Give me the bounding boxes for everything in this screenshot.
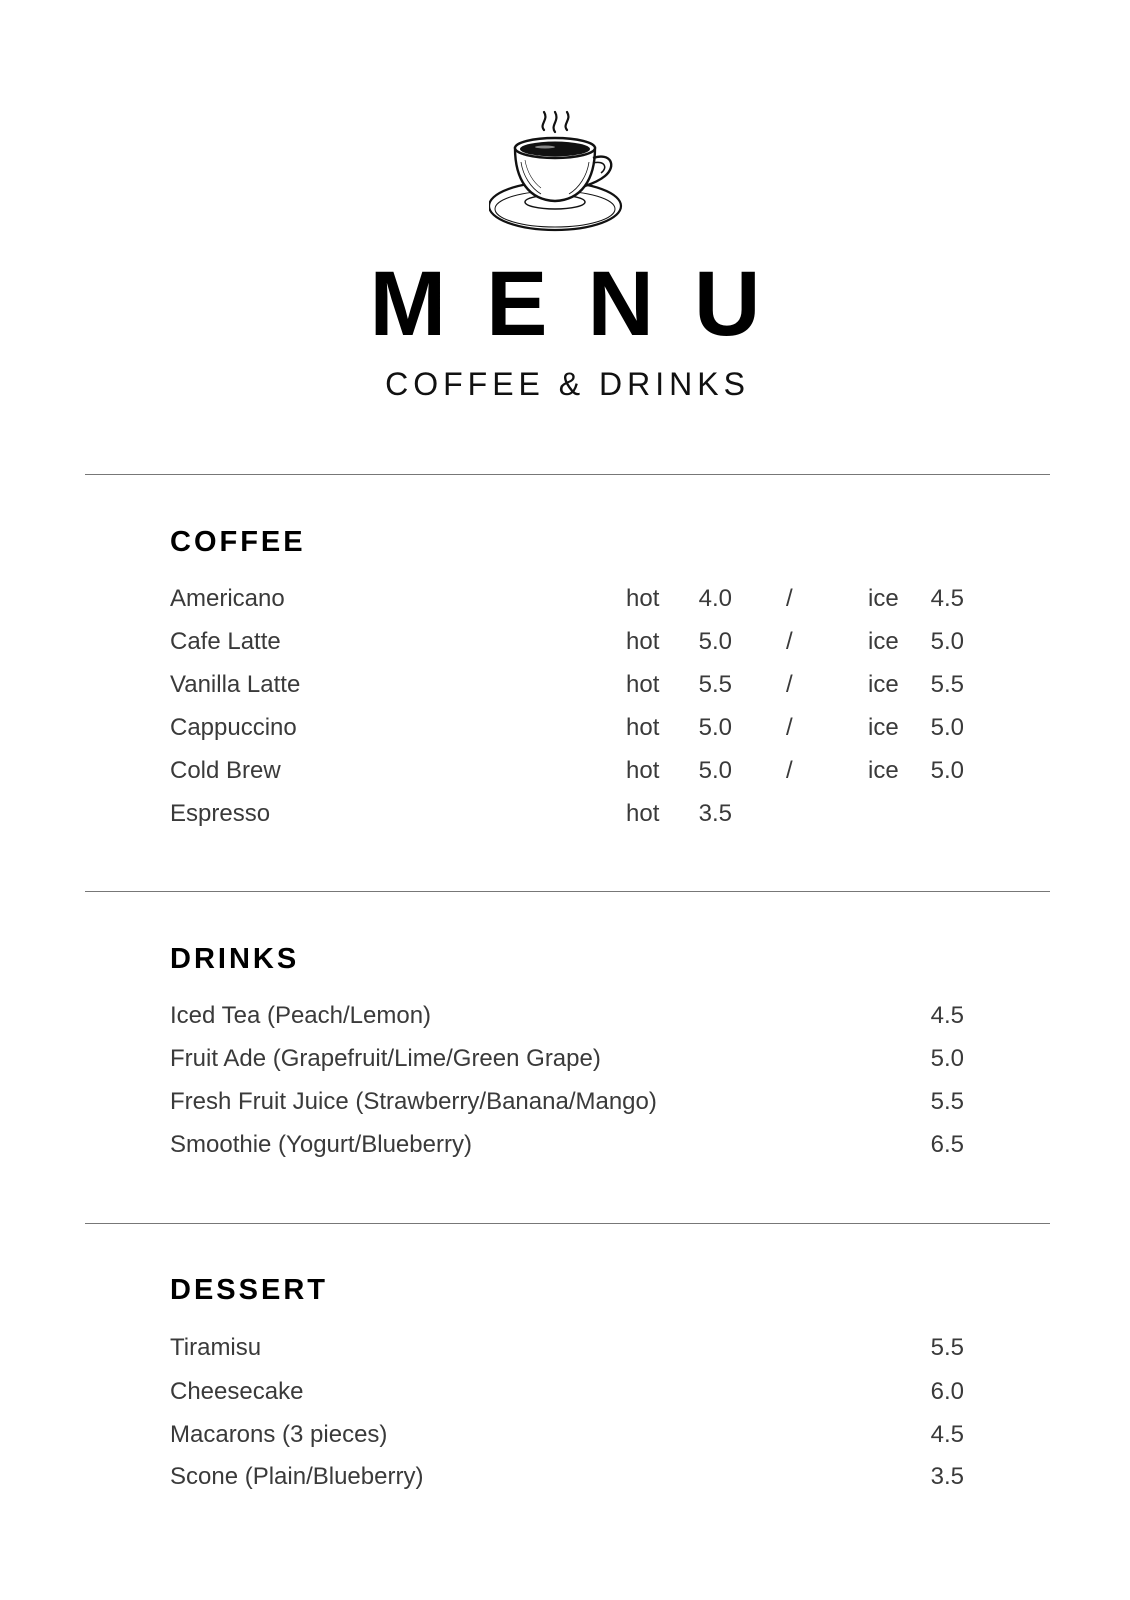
- hot-price: 5.0: [698, 628, 732, 655]
- list-item: [0, 1082, 1130, 1122]
- price-separator: /: [786, 671, 793, 698]
- item-name: Vanilla Latte: [170, 671, 301, 698]
- list-item: [0, 1125, 1130, 1165]
- item-price: 4.5: [930, 1002, 964, 1029]
- item-name: Cafe Latte: [170, 628, 281, 655]
- price-separator: /: [786, 628, 793, 655]
- list-item: [0, 794, 1130, 834]
- coffee-cup-icon: [489, 104, 639, 244]
- item-price: 5.0: [930, 1045, 964, 1072]
- item-name: Cold Brew: [170, 757, 281, 784]
- hot-price: 3.5: [698, 800, 732, 827]
- menu-subtitle: COFFEE & DRINKS: [385, 366, 750, 402]
- item-name: Americano: [170, 585, 285, 612]
- item-price: 6.0: [930, 1378, 964, 1405]
- list-item: [0, 622, 1130, 662]
- list-item: [0, 708, 1130, 748]
- list-item: [0, 665, 1130, 705]
- item-name: Fresh Fruit Juice (Strawberry/Banana/Mango): [170, 1088, 657, 1115]
- divider-coffee: [85, 891, 1050, 892]
- list-item: [0, 1039, 1130, 1079]
- item-name: Tiramisu: [170, 1334, 262, 1361]
- hot-label: hot: [626, 757, 660, 784]
- hot-price: 5.5: [698, 671, 732, 698]
- ice-price: 5.0: [930, 757, 964, 784]
- item-name: Iced Tea (Peach/Lemon): [170, 1002, 432, 1029]
- item-name: Cheesecake: [170, 1378, 304, 1405]
- hot-label: hot: [626, 628, 660, 655]
- menu-title: MENU: [369, 253, 801, 355]
- divider-drinks: [85, 1223, 1050, 1224]
- list-item: [0, 751, 1130, 791]
- ice-price: 4.5: [930, 585, 964, 612]
- list-item: [0, 996, 1130, 1036]
- hot-label: hot: [626, 714, 660, 741]
- list-item: [0, 579, 1130, 619]
- item-price: 5.5: [930, 1334, 964, 1361]
- ice-label: ice: [868, 585, 899, 612]
- ice-price: 5.0: [930, 714, 964, 741]
- ice-price: 5.5: [930, 671, 964, 698]
- list-item: [0, 1415, 1130, 1455]
- item-price: 3.5: [930, 1463, 964, 1490]
- hot-label: hot: [626, 585, 660, 612]
- item-price: 5.5: [930, 1088, 964, 1115]
- item-name: Scone (Plain/Blueberry): [170, 1463, 424, 1490]
- item-price: 4.5: [930, 1421, 964, 1448]
- hot-price: 5.0: [698, 714, 732, 741]
- price-separator: /: [786, 585, 793, 612]
- hot-price: 4.0: [698, 585, 732, 612]
- hot-price: 5.0: [698, 757, 732, 784]
- item-name: Fruit Ade (Grapefruit/Lime/Green Grape): [170, 1045, 601, 1072]
- ice-label: ice: [868, 671, 899, 698]
- list-item: [0, 1328, 1130, 1368]
- item-price: 6.5: [930, 1131, 964, 1158]
- price-separator: /: [786, 757, 793, 784]
- item-name: Macarons (3 pieces): [170, 1421, 388, 1448]
- hot-label: hot: [626, 671, 660, 698]
- item-name: Smoothie (Yogurt/Blueberry): [170, 1131, 472, 1158]
- list-item: [0, 1457, 1130, 1497]
- ice-label: ice: [868, 714, 899, 741]
- ice-label: ice: [868, 757, 899, 784]
- list-item: [0, 1372, 1130, 1412]
- price-separator: /: [786, 714, 793, 741]
- item-name: Espresso: [170, 800, 271, 827]
- section-title-coffee: COFFEE: [170, 526, 306, 558]
- ice-label: ice: [868, 628, 899, 655]
- section-title-drinks: DRINKS: [170, 943, 300, 975]
- item-name: Cappuccino: [170, 714, 297, 741]
- ice-price: 5.0: [930, 628, 964, 655]
- divider-top: [85, 474, 1050, 475]
- section-title-dessert: DESSERT: [170, 1274, 328, 1306]
- hot-label: hot: [626, 800, 660, 827]
